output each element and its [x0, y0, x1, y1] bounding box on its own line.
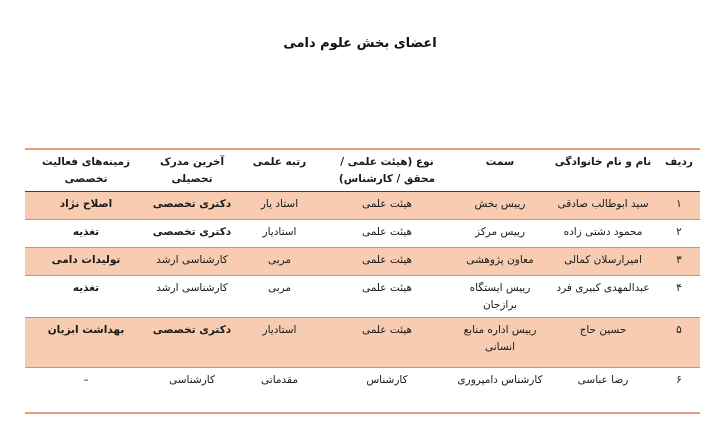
cell-row-number: ۲ [676, 225, 682, 238]
cell-last-degree: دکتری تخصصی [152, 225, 232, 238]
cell-academic-rank: مربی [267, 281, 292, 294]
cell-position: رییس مرکز [474, 225, 526, 238]
cell-specialty-field: تغذیه [72, 225, 100, 238]
cell-full-name: حسین حاج [579, 323, 627, 336]
cell-full-name: رضا عباسی [577, 373, 629, 386]
cell-academic-rank: استادیار [262, 323, 297, 336]
page-title: اعضای بخش علوم دامی [283, 36, 437, 51]
cell-position: رییس بخش [474, 197, 526, 210]
cell-specialty-field: اصلاح نژاد [59, 197, 113, 210]
table-row-6 [25, 367, 700, 413]
cell-type: هیئت علمی [361, 281, 413, 294]
col-header-type: نوع (هیئت علمی / محقق / کارشناس) [322, 149, 452, 191]
cell-academic-rank: استاد یار [260, 197, 299, 210]
cell-type: هیئت علمی [361, 225, 413, 238]
cell-specialty-field: تولیدات دامی [51, 253, 121, 266]
cell-position: کارشناس دامپروری [457, 373, 543, 386]
col-header-row-number: ردیف [658, 149, 700, 191]
cell-type: کارشناس [366, 373, 408, 386]
cell-academic-rank: مربی [267, 253, 292, 266]
cell-type: هیئت علمی [361, 253, 413, 266]
cell-specialty-field: – [83, 373, 89, 386]
cell-full-name: محمود دشتی زاده [563, 225, 643, 238]
cell-row-number: ۶ [676, 373, 682, 386]
cell-full-name: سید ابوطالب صادقی [557, 197, 649, 210]
cell-specialty-field: تغذیه [72, 281, 100, 294]
col-header-academic-rank: رتبه علمی [237, 149, 322, 191]
cell-position: رییس ایستگاه برازجان [469, 281, 531, 311]
cell-row-number: ۴ [676, 281, 682, 294]
cell-row-number: ۱ [676, 197, 682, 210]
members-table [25, 148, 700, 414]
cell-type: هیئت علمی [361, 323, 413, 336]
table-row-4 [25, 275, 700, 317]
cell-academic-rank: مقدماتی [261, 373, 298, 386]
table-row-1 [25, 191, 700, 219]
table-row-2 [25, 219, 700, 247]
cell-last-degree: کارشناسی ارشد [156, 253, 228, 266]
table-header-row [25, 149, 700, 191]
col-header-specialty-fields: زمینه‌های فعالیت تخصصی [25, 149, 147, 191]
cell-full-name: عبدالمهدی کبیری فرد [556, 281, 650, 294]
col-header-position: سمت [452, 149, 548, 191]
cell-last-degree: دکتری تخصصی [152, 323, 232, 336]
cell-academic-rank: استادیار [262, 225, 297, 238]
cell-type: هیئت علمی [361, 197, 413, 210]
col-header-last-degree: آخرین مدرک تحصیلی [147, 149, 237, 191]
cell-last-degree: کارشناسی ارشد [156, 281, 228, 294]
cell-last-degree: کارشناسی [169, 373, 215, 386]
table-row-3 [25, 247, 700, 275]
cell-full-name: امیرارسلان کمالی [564, 253, 642, 266]
cell-position: رییس اداره منابع انسانی [463, 323, 537, 353]
cell-row-number: ۳ [676, 253, 682, 266]
col-header-full-name: نام و نام خانوادگی [548, 149, 658, 191]
cell-row-number: ۵ [676, 323, 682, 336]
cell-specialty-field: بهداشت ابزیان [47, 323, 125, 336]
cell-last-degree: دکتری تخصصی [152, 197, 232, 210]
cell-position: معاون پژوهشی [466, 253, 534, 266]
table-row-5 [25, 317, 700, 367]
